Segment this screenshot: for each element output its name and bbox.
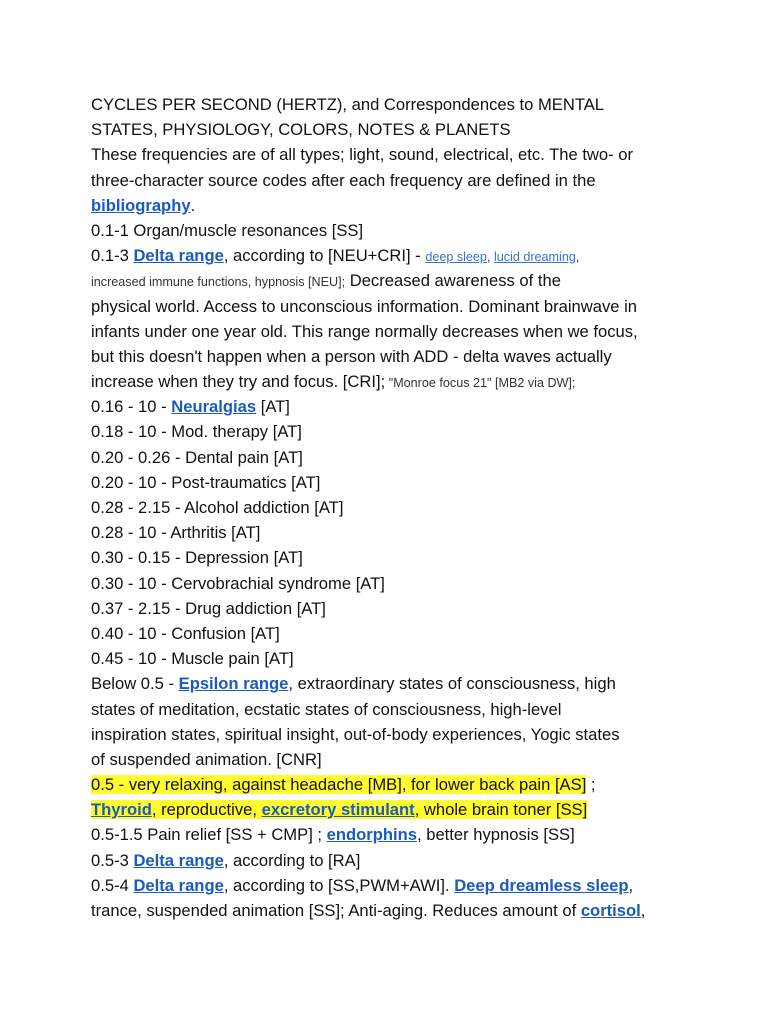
delta-range-link[interactable]: Delta range bbox=[133, 246, 224, 266]
entry-delta-0-1-3 bbox=[91, 243, 691, 268]
intro-line-2: three-character source codes after each frequency are defined in the bbox=[91, 170, 596, 190]
entry-prefix: 0.5-1.5 Pain relief [SS + CMP] ; bbox=[91, 825, 327, 845]
excretory-stimulant-link[interactable]: excretory stimulant bbox=[261, 800, 415, 820]
entry-text: , whole brain toner [SS] bbox=[414, 800, 588, 820]
entry-separator: ; bbox=[586, 775, 596, 795]
entry-cervobrachial: 0.30 - 10 - Cervobrachial syndrome [AT] bbox=[91, 573, 385, 593]
entry-epsilon-cont-3: of suspended animation. [CNR] bbox=[91, 749, 322, 769]
small-comma: , bbox=[486, 250, 494, 265]
small-text: increased immune functions, hypnosis [NEU]; bbox=[91, 275, 346, 290]
bibliography-link[interactable]: bibliography bbox=[91, 195, 191, 215]
delta-range-link-3[interactable]: Delta range bbox=[133, 875, 224, 895]
thyroid-link[interactable]: Thyroid bbox=[91, 800, 152, 820]
entry-alcohol-addiction: 0.28 - 2.15 - Alcohol addiction [AT] bbox=[91, 498, 344, 517]
deep-dreamless-sleep-link[interactable]: Deep dreamless sleep bbox=[454, 875, 629, 895]
endorphins-link[interactable]: endorphins bbox=[326, 825, 417, 845]
deep-sleep-link[interactable]: deep sleep bbox=[425, 250, 487, 265]
entry-suffix: , better hypnosis [SS] bbox=[417, 825, 575, 845]
document-title-line-1: CYCLES PER SECOND (HERTZ), and Correspondences to MENTAL bbox=[91, 95, 605, 114]
highlighted-text: 0.5 - very relaxing, against headache [MB], for lower back pain [AS] bbox=[91, 775, 587, 795]
entry-epsilon-cont-1: states of meditation, ecstatic states of consciousness, high-level bbox=[91, 699, 562, 719]
entry-text: Decreased awareness of the bbox=[345, 271, 561, 291]
entry-prefix: Below 0.5 - bbox=[91, 674, 179, 694]
entry-depression: 0.30 - 0.15 - Depression [AT] bbox=[91, 548, 303, 568]
entry-comma: , bbox=[628, 875, 634, 895]
entry-mod-therapy: 0.18 - 10 - Mod. therapy [AT] bbox=[91, 422, 302, 442]
neuralgias-link[interactable]: Neuralgias bbox=[171, 397, 257, 417]
delta-range-link-2[interactable]: Delta range bbox=[133, 850, 224, 870]
entry-text: , according to [SS,PWM+AWI]. bbox=[223, 875, 455, 895]
entry-delta-0-5-4 bbox=[91, 873, 691, 898]
entry-0-5-relaxing-cont bbox=[91, 797, 691, 822]
entry-end: , bbox=[640, 901, 646, 920]
entry-prefix: 0.5-4 bbox=[91, 875, 134, 895]
cortisol-link[interactable]: cortisol bbox=[580, 901, 641, 920]
entry-post-traumatics: 0.20 - 10 - Post-traumatics [AT] bbox=[91, 472, 321, 492]
small-comma-2: , bbox=[575, 250, 580, 265]
entry-muscle-pain: 0.45 - 10 - Muscle pain [AT] bbox=[91, 649, 294, 669]
entry-confusion: 0.40 - 10 - Confusion [AT] bbox=[91, 623, 280, 643]
intro-line-3 bbox=[91, 193, 691, 218]
entry-prefix: 0.1-3 bbox=[91, 246, 134, 266]
entry-neuralgias bbox=[91, 394, 691, 419]
entry-delta-0-5-4-cont bbox=[91, 898, 691, 923]
entry-suffix: , according to [RA] bbox=[223, 850, 361, 870]
entry-prefix: 0.5-3 bbox=[91, 850, 134, 870]
entry-epsilon-cont-2: inspiration states, spiritual insight, out-of-body experiences, Yogic states bbox=[91, 724, 620, 744]
intro-period: . bbox=[190, 195, 196, 215]
entry-delta-0-1-3-cont-2: physical world. Access to unconscious information. Dominant brainwave in bbox=[91, 296, 638, 316]
entry-0-5-relaxing bbox=[91, 772, 691, 797]
entry-organ-muscle: 0.1-1 Organ/muscle resonances [SS] bbox=[91, 220, 364, 240]
entry-text: increase when they try and focus. [CRI]; bbox=[91, 372, 386, 392]
entry-delta-0-1-3-cont-5 bbox=[91, 369, 691, 394]
entry-pain-relief bbox=[91, 822, 691, 847]
lucid-dreaming-link[interactable]: lucid dreaming bbox=[493, 250, 576, 265]
document-title-line-2: STATES, PHYSIOLOGY, COLORS, NOTES & PLANETS bbox=[91, 120, 511, 140]
document-page bbox=[91, 92, 691, 923]
entry-text: , extraordinary states of consciousness, high bbox=[288, 674, 616, 694]
entry-dental-pain: 0.20 - 0.26 - Dental pain [AT] bbox=[91, 447, 303, 467]
entry-delta-0-1-3-cont-4: but this doesn't happen when a person with ADD - delta waves actually bbox=[91, 346, 612, 366]
epsilon-range-link[interactable]: Epsilon range bbox=[178, 674, 289, 694]
entry-delta-0-5-3 bbox=[91, 848, 691, 873]
entry-arthritis: 0.28 - 10 - Arthritis [AT] bbox=[91, 523, 261, 543]
intro-line-1: These frequencies are of all types; light, sound, electrical, etc. The two- or bbox=[91, 145, 634, 165]
entry-drug-addiction: 0.37 - 2.15 - Drug addiction [AT] bbox=[91, 598, 326, 618]
entry-text: , reproductive, bbox=[151, 800, 262, 820]
entry-delta-0-1-3-cont-1 bbox=[91, 268, 691, 293]
entry-suffix: [AT] bbox=[256, 397, 290, 417]
entry-epsilon bbox=[91, 671, 691, 696]
small-tail-text: "Monroe focus 21" [MB2 via DW]; bbox=[385, 376, 576, 391]
entry-prefix: 0.16 - 10 - bbox=[91, 397, 172, 417]
entry-text: , according to [NEU+CRI] - bbox=[223, 246, 426, 266]
entry-text: trance, suspended animation [SS]; Anti-aging. Reduces amount of bbox=[91, 901, 581, 920]
entry-delta-0-1-3-cont-3: infants under one year old. This range normally decreases when we focus, bbox=[91, 321, 638, 341]
